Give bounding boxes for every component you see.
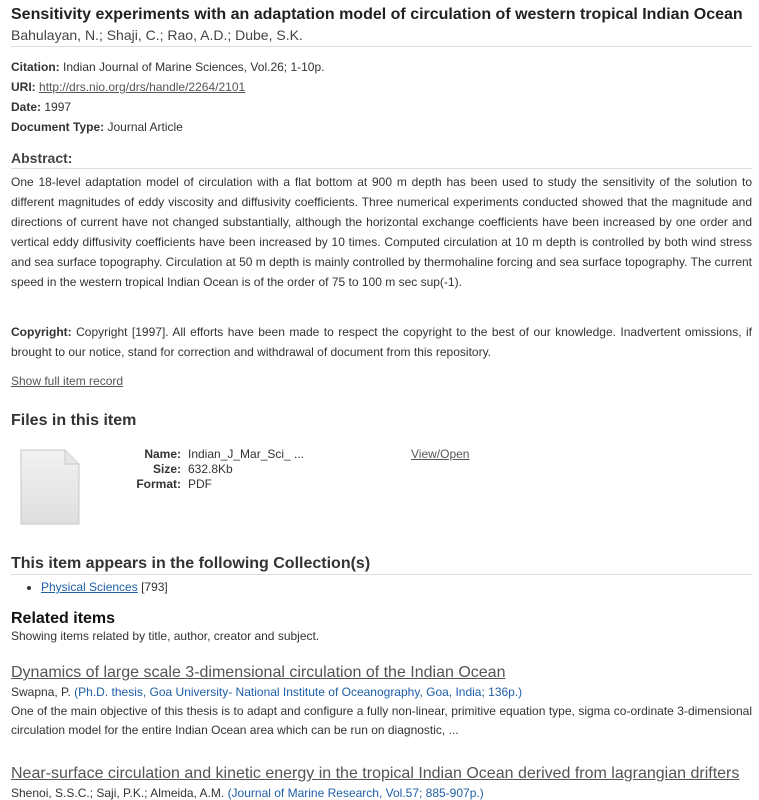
related-heading: Related items	[11, 610, 116, 627]
file-format-value: PDF	[188, 477, 212, 491]
file-name-label: Name:	[144, 447, 181, 461]
title-divider	[11, 46, 752, 47]
collection-item	[41, 580, 168, 594]
date-row	[11, 100, 71, 114]
item-authors: Bahulayan, N.; Shaji, C.; Rao, A.D.; Dube, S.K.	[11, 27, 303, 43]
citation-row	[11, 60, 325, 74]
files-heading: Files in this item	[11, 412, 137, 429]
related-item-description: One of the main objective of this thesis is to adapt and configure a fully non-linear, primitive equation type, sigma co-ordinate 3-dimensional circulation model for the entire Indian Ocean area which can be run on diagnostic, ...	[11, 704, 752, 737]
file-size-label: Size:	[152, 462, 181, 476]
related-item-meta	[11, 685, 522, 699]
view-open-link[interactable]: View/Open	[411, 447, 470, 461]
uri-link[interactable]: http://drs.nio.org/drs/handle/2264/2101	[39, 80, 246, 94]
uri-row	[11, 80, 245, 94]
related-item-title[interactable]: Dynamics of large scale 3-dimensional circulation of the Indian Ocean	[11, 664, 506, 681]
collections-divider	[11, 574, 752, 575]
related-item-author: Shenoi, S.S.C.; Saji, P.K.; Almeida, A.M.	[11, 786, 225, 800]
related-item-meta	[11, 786, 484, 800]
date-label: Date:	[11, 100, 42, 114]
copyright-block	[11, 322, 752, 362]
copyright-text: Copyright [1997]. All efforts have been made to respect the copyright to the best of our knowledge. Inadvertent omissions, if brought to our notice, stand for correction and withdrawal of document from this repository.	[11, 325, 752, 359]
related-item-source: (Ph.D. thesis, Goa University- National Institute of Oceanography, Goa, India; 136p.)	[74, 685, 523, 699]
file-size-value: 632.8Kb	[188, 462, 233, 476]
file-name-value: Indian_J_Mar_Sci_ ...	[188, 447, 305, 461]
related-item-source: (Journal of Marine Research, Vol.57; 885-907p.)	[227, 786, 484, 800]
item-title: Sensitivity experiments with an adaptation model of circulation of western tropical Indian Ocean	[11, 6, 743, 23]
related-item-title[interactable]: Near-surface circulation and kinetic energy in the tropical Indian Ocean derived from lagrangian drifters	[11, 765, 740, 782]
doctype-label: Document Type:	[11, 120, 105, 134]
collection-count: [793]	[141, 580, 168, 594]
abstract-divider	[11, 168, 752, 169]
collection-link[interactable]: Physical Sciences	[41, 580, 138, 594]
show-full-record-link[interactable]: Show full item record	[11, 374, 124, 388]
file-format-label: Format:	[136, 477, 181, 491]
uri-label: URI:	[11, 80, 36, 94]
related-item-author: Swapna, P.	[11, 685, 71, 699]
collections-heading: This item appears in the following Collection(s)	[11, 555, 371, 572]
date-value: 1997	[44, 100, 72, 114]
abstract-text: One 18-level adaptation model of circulation with a flat bottom at 900 m depth has been used to study the sensitivity of the solution to different magnitudes of eddy viscosity and diffusivity coefficients. Three numerical experiments conducted showed that the magnitude and directions of current have not changed substantially, although the horizontal exchange coefficients have been increased by one order and vertical eddy diffusivity coefficients have been increased by 10 times. Computed circulation at 10 m depth is controlled by both wind stress and sea surface topography. Circulation at 50 m depth is mainly controlled by thermohaline forcing and sea surface topography. The current speed in the western tropical Indian Ocean is of the order of 75 to 100 m sec sup(-1).	[11, 175, 752, 289]
doctype-value: Journal Article	[107, 120, 183, 134]
citation-label: Citation:	[11, 60, 60, 74]
abstract-heading: Abstract:	[11, 150, 73, 166]
collections-list	[23, 580, 168, 594]
doctype-row	[11, 120, 183, 134]
related-subheading: Showing items related by title, author, creator and subject.	[11, 629, 320, 643]
citation-value: Indian Journal of Marine Sciences, Vol.26; 1-10p.	[63, 60, 325, 74]
copyright-label: Copyright:	[11, 325, 72, 339]
